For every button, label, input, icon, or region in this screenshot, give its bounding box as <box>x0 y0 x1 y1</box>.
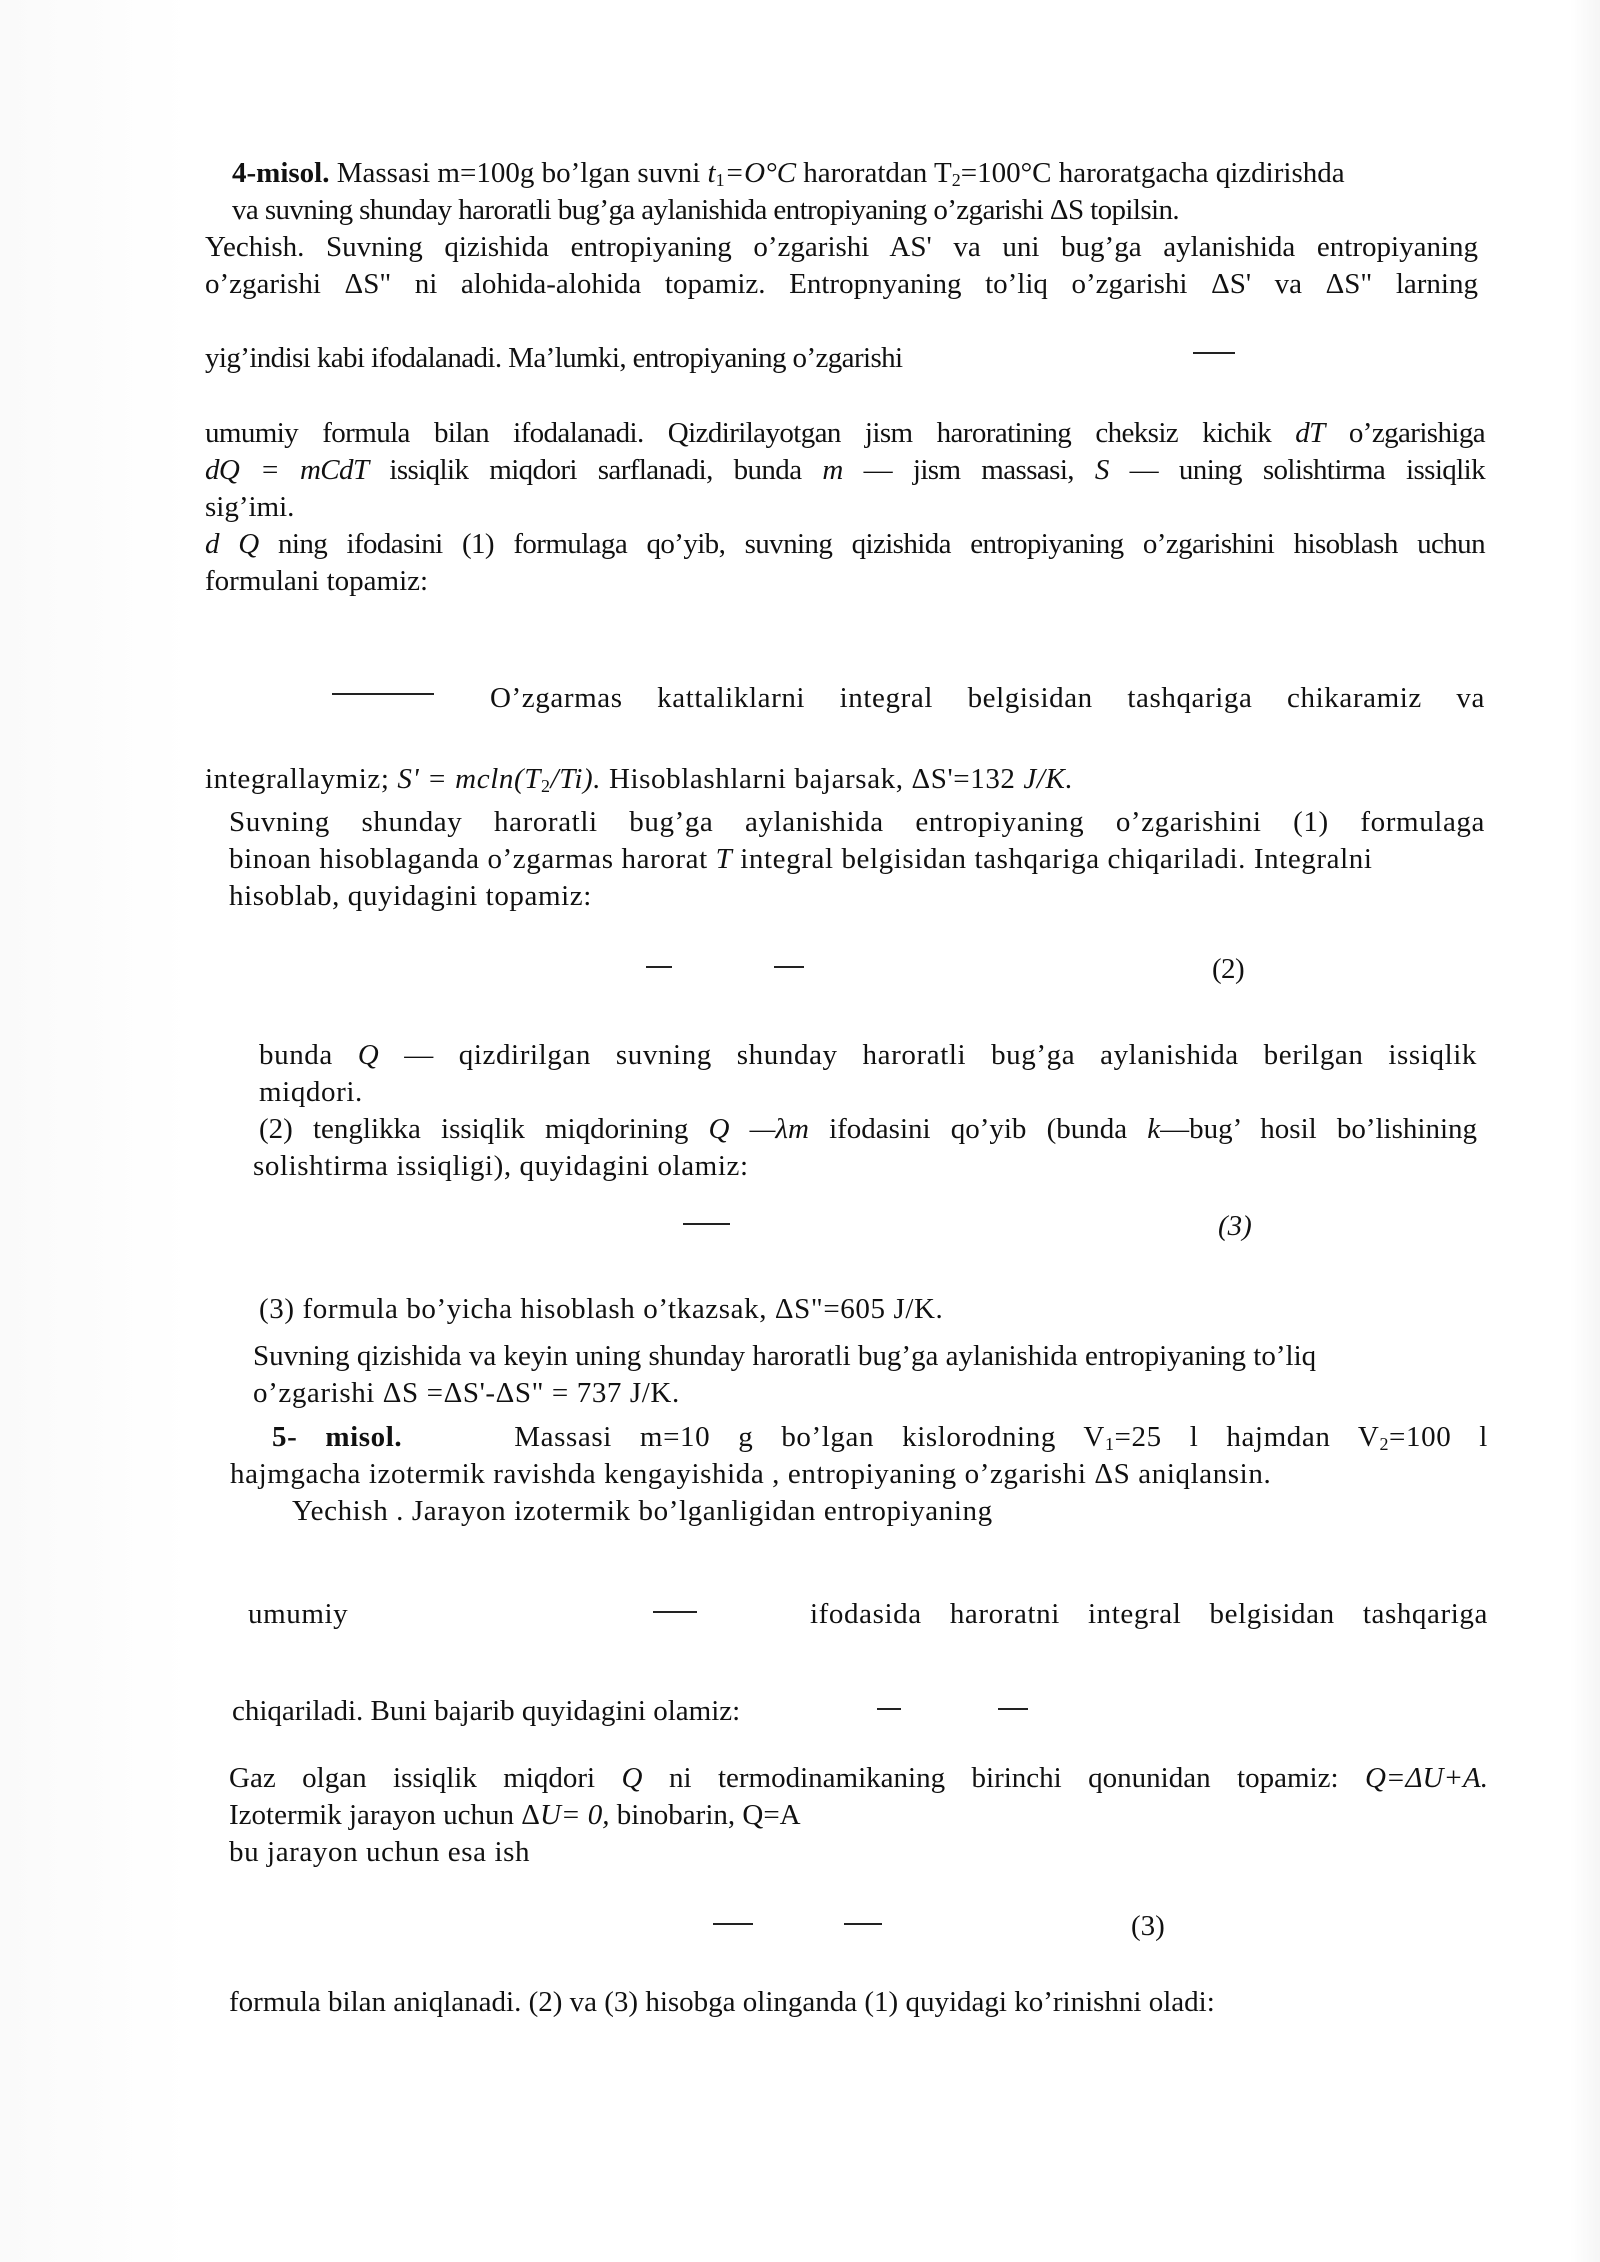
formula-fraction-bar <box>877 1708 901 1710</box>
ex4-line-5: yig’indisi kabi ifodalanadi. Ma’lumki, entropiyaning o’zgarishi <box>205 342 903 374</box>
formula-fraction-bar <box>653 1611 697 1613</box>
page-shadow-right <box>1570 0 1600 2262</box>
ex4-line-20: (3) formula bo’yicha hisoblash o’tkazsak, ΔS"=605 J/K. <box>259 1293 944 1325</box>
ex4-line-13: Suvning shunday haroratli bug’ga aylanishida entropiyaning o’zgarishini (1) formulaga <box>229 806 1485 838</box>
ex4-line-17: miqdori. <box>259 1076 363 1108</box>
page-shadow-left <box>0 0 190 2262</box>
formula-fraction-bar <box>713 1923 753 1925</box>
ex5-line-8: bu jarayon uchun esa ish <box>229 1836 531 1868</box>
ex5-line-7: Izotermik jarayon uchun ΔU= 0, binobarin, Q=A <box>229 1799 801 1831</box>
formula-fraction-bar <box>1193 352 1235 354</box>
ex5-line-9: formula bilan aniqlanadi. (2) va (3) hisobga olinganda (1) quyidagi ko’rinishni oladi: <box>229 1986 1215 2018</box>
ex5-line-3: Yechish . Jarayon izotermik bo’lganligidan entropiyaning <box>292 1495 993 1527</box>
ex4-line-11: O’zgarmas kattaliklarni integral belgisidan tashqariga chikaramiz va <box>490 682 1485 714</box>
equation-number-3: (3) <box>1218 1210 1252 1242</box>
ex4-line-3: Yechish. Suvning qizishida entropiyaning o’zgarishi AS' va uni bug’ga aylanishida entropiyaning <box>205 231 1478 263</box>
ex4-label: 4-misol. <box>232 157 330 189</box>
ex5-label: 5- misol. <box>272 1421 403 1453</box>
ex4-line-6: umumiy formula bilan ifodalanadi. Qizdirilayotgan jism haroratining cheksiz kichik dT o’zgarishiga <box>205 417 1486 449</box>
ex4-line-2: va suvning shunday haroratli bug’ga aylanishida entropiyaning o’zgarishi ΔS topilsin. <box>232 194 1180 226</box>
ex5-equation-number-3: (3) <box>1131 1910 1165 1942</box>
ex5-line-4a: umumiy <box>248 1598 349 1630</box>
ex4-line-7: dQ = mCdT issiqlik miqdori sarflanadi, bunda m — jism massasi, S — uning solishtirma issiqlik <box>205 454 1486 486</box>
ex4-line-22: o’zgarishi ΔS =ΔS'-ΔS" = 737 J/K. <box>253 1377 680 1409</box>
ex4-line-16: bunda Q — qizdirilgan suvning shunday haroratli bug’ga aylanishida berilgan issiqlik <box>259 1039 1477 1071</box>
ex4-line-19: solishtirma issiqligi), quyidagini olamiz: <box>253 1150 749 1182</box>
formula-fraction-bar <box>646 966 672 968</box>
ex4-line-8: sig’imi. <box>205 491 295 523</box>
formula-fraction-bar <box>998 1708 1028 1710</box>
ex5-line-6: Gaz olgan issiqlik miqdori Q ni termodinamikaning birinchi qonunidan topamiz: Q=ΔU+A. <box>229 1762 1488 1794</box>
equation-number-2: (2) <box>1212 953 1245 985</box>
formula-fraction-bar <box>332 693 434 695</box>
ex5-line-2: hajmgacha izotermik ravishda kengayishida , entropiyaning o’zgarishi ΔS aniqlansin. <box>230 1458 1272 1490</box>
ex5-line-5: chiqariladi. Buni bajarib quyidagini olamiz: <box>232 1695 741 1727</box>
ex4-line-12: integrallaymiz; $S' = mcln(T_2/Ti)$. Hisoblashlarni bajarsak, ΔS'=132 J/K. <box>205 763 1074 796</box>
ex4-line-9: d Q ning ifodasini (1) formulaga qo’yib, suvning qizishida entropiyaning o’zgarishini hisoblash uchun <box>205 528 1485 560</box>
ex4-line-14: binoan hisoblaganda o’zgarmas harorat T integral belgisidan tashqariga chiqariladi. Integralni <box>229 843 1373 875</box>
formula-fraction-bar <box>774 966 804 968</box>
formula-fraction-bar <box>683 1223 730 1225</box>
ex4-line-10: formulani topamiz: <box>205 565 429 597</box>
ex4-line-15: hisoblab, quyidagini topamiz: <box>229 880 592 912</box>
ex4-line-21: Suvning qizishida va keyin uning shunday haroratli bug’ga aylanishida entropiyaning to’liq <box>253 1340 1317 1372</box>
ex5-line-4b: ifodasida haroratni integral belgisidan tashqariga <box>810 1598 1488 1630</box>
formula-fraction-bar <box>844 1923 882 1925</box>
ex4-line-18: (2) tenglikka issiqlik miqdorining Q —λm ifodasini qo’yib (bunda k—bug’ hosil bo’lishining <box>259 1113 1478 1145</box>
ex4-line-1: 4-misol. Massasi m=100g bo’lgan suvni $t_1=O^\circ C$ haroratdan $T_2=100^\circ C$ haroratgacha qizdirishda <box>232 157 1345 190</box>
ex5-line-1: 5- misol. Massasi m=10 g bo’lgan kislorodning $V_1=25$ l hajmdan $V_2=100$ l <box>272 1421 1488 1454</box>
ex4-line-4: o’zgarishi ΔS" ni alohida-alohida topamiz. Entropnyaning to’liq o’zgarishi ΔS' va ΔS" larning <box>205 268 1478 300</box>
